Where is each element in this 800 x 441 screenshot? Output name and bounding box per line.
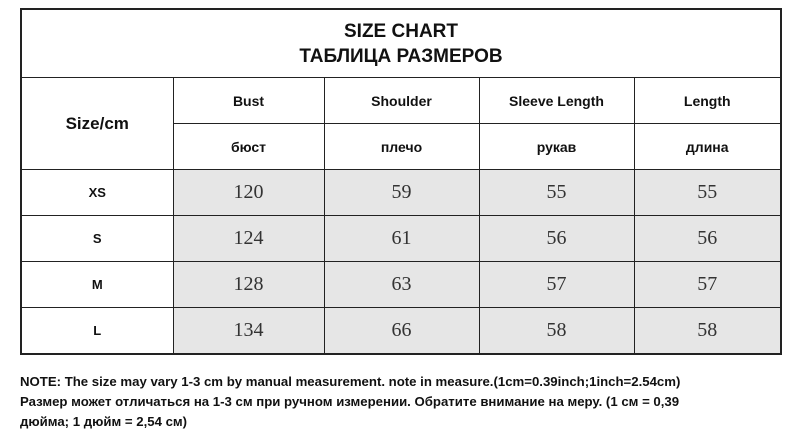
column-header-length: Length <box>634 78 780 124</box>
chart-title-ru: ТАБЛИЦА РАЗМЕРОВ <box>299 45 503 67</box>
table-row <box>22 308 780 354</box>
bust-value: 124 <box>173 216 324 262</box>
table-row <box>22 170 780 216</box>
length-value: 57 <box>634 262 780 308</box>
column-header-bust-ru: бюст <box>173 124 324 170</box>
sleeve-value: 57 <box>479 262 634 308</box>
sleeve-value: 55 <box>479 170 634 216</box>
shoulder-value: 61 <box>324 216 479 262</box>
bust-value: 128 <box>173 262 324 308</box>
bust-value: 120 <box>173 170 324 216</box>
note-line-en: NOTE: The size may vary 1-3 cm by manual measurement. note in measure.(1cm=0.39inch;1inch=2.54cm) <box>20 374 681 389</box>
size-chart <box>20 8 782 355</box>
note-line-ru: Размер может отличаться на 1-3 см при ручном измерении. Обратите внимание на меру. (1 см = 0,39 <box>20 394 680 409</box>
size-table <box>22 78 780 353</box>
header-row-en <box>22 78 780 124</box>
chart-title <box>22 10 780 78</box>
length-value: 56 <box>634 216 780 262</box>
column-header-sleeve-length: Sleeve Length <box>479 78 634 124</box>
column-header-shoulder-ru: плечо <box>324 124 479 170</box>
sleeve-value: 58 <box>479 308 634 354</box>
table-row <box>22 216 780 262</box>
column-header-shoulder: Shoulder <box>324 78 479 124</box>
shoulder-value: 59 <box>324 170 479 216</box>
measurement-note <box>20 372 790 432</box>
size-label: S <box>22 216 173 262</box>
column-header-bust: Bust <box>173 78 324 124</box>
size-label: M <box>22 262 173 308</box>
shoulder-value: 63 <box>324 262 479 308</box>
size-column-header: Size/cm <box>22 78 173 170</box>
size-label: XS <box>22 170 173 216</box>
table-row <box>22 262 780 308</box>
size-label: L <box>22 308 173 354</box>
chart-title-en: SIZE CHART <box>344 20 458 42</box>
length-value: 58 <box>634 308 780 354</box>
column-header-length-ru: длина <box>634 124 780 170</box>
shoulder-value: 66 <box>324 308 479 354</box>
sleeve-value: 56 <box>479 216 634 262</box>
note-line-ru-continued: дюйма; 1 дюйм = 2,54 см) <box>20 414 188 429</box>
column-header-sleeve-ru: рукав <box>479 124 634 170</box>
length-value: 55 <box>634 170 780 216</box>
bust-value: 134 <box>173 308 324 354</box>
